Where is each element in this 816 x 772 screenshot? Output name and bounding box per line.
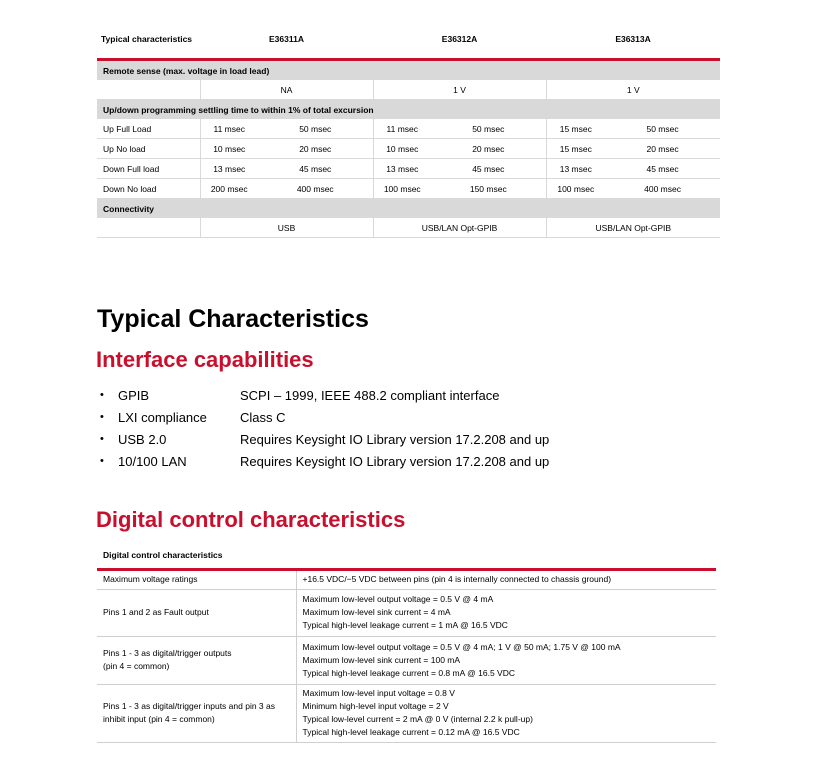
cell: 50 msec [431,119,546,139]
label-line: Pins 1 and 2 as Fault output [103,607,209,617]
table-row [97,589,716,636]
cell: 200 msec [200,179,258,199]
cell: 20 msec [431,139,546,159]
value-line: +16.5 VDC/−5 VDC between pins (pin 4 is internally connected to chassis ground) [302,574,612,585]
section-settling [97,100,720,120]
table-row [97,119,720,139]
cell: 45 msec [605,159,720,179]
item-name: 10/100 LAN [118,453,187,469]
item-description: Class C [240,409,286,425]
cell: 13 msec [373,159,431,179]
bullet-icon: • [100,389,104,401]
cell: 45 msec [431,159,546,179]
value-line: Maximum low-level sink current = 4 mA [302,607,451,617]
cell: 50 msec [258,119,373,139]
cell: 13 msec [200,159,258,179]
cell: 100 msec [546,179,605,199]
cell: USB [200,218,373,238]
table-row [97,159,720,179]
spec-table [97,19,720,238]
label-line: inhibit input (pin 4 = common) [103,714,215,724]
table-row [97,218,720,238]
section-connectivity [97,199,720,219]
row-label: Down No load [97,179,200,199]
value-line: Maximum low-level sink current = 100 mA [302,654,461,665]
item-description: Requires Keysight IO Library version 17.2.208 and up [240,453,550,469]
cell: 20 msec [605,139,720,159]
item-description: Requires Keysight IO Library version 17.2.208 and up [240,431,550,447]
row-value [296,684,716,742]
typical-characteristics-heading: Typical Characteristics [97,305,369,333]
cell: 20 msec [258,139,373,159]
list-item [100,406,549,428]
row-label [97,218,200,238]
cell: USB/LAN Opt-GPIB [546,218,720,238]
row-value [296,589,716,636]
table-row [97,179,720,199]
table-row [97,139,720,159]
value-line: Maximum low-level input voltage = 0.8 V [302,688,455,698]
row-label: Up No load [97,139,200,159]
value-line: Maximum low-level output voltage = 0.5 V @ 4 mA [302,594,494,604]
cell: 400 msec [605,179,720,199]
table-row [97,80,720,100]
row-label [97,684,296,742]
row-value [296,636,716,684]
model-e36313a: E36313A [546,19,720,60]
value-line: Minimum high-level input voltage = 2 V [302,701,449,711]
bullet-icon: • [100,433,104,445]
table-row [97,571,716,589]
row-label [97,571,296,589]
list-item [100,450,549,472]
value-line: Typical low-level current = 2 mA @ 0 V (internal 2.2 k pull-up) [302,714,533,724]
row-label [97,636,296,684]
cell: 13 msec [546,159,605,179]
label-line: Pins 1 - 3 as digital/trigger inputs and pin 3 as [103,701,275,711]
cell: 1 V [546,80,720,100]
spec-header-row [97,19,720,60]
row-value [296,571,716,589]
item-description: SCPI – 1999, IEEE 488.2 compliant interface [240,387,500,403]
interface-capabilities-heading: Interface capabilities [96,347,314,372]
cell: 10 msec [200,139,258,159]
cell: 50 msec [605,119,720,139]
cell: 15 msec [546,139,605,159]
item-name: USB 2.0 [118,431,167,447]
item-name: LXI compliance [118,409,207,425]
label-line: (pin 4 = common) [103,661,170,671]
list-item [100,384,549,406]
section-title: Up/down programming settling time to within 1% of total excursion [97,100,720,120]
cell: 100 msec [373,179,431,199]
row-label [97,80,200,100]
list-item [100,428,549,450]
bullet-icon: • [100,411,104,423]
cell: 150 msec [431,179,546,199]
row-label: Up Full Load [97,119,200,139]
value-line: Typical high-level leakage current = 0.8 mA @ 16.5 VDC [302,667,515,678]
spec-header-label: Typical characteristics [97,19,200,60]
value-line: Typical high-level leakage current = 0.12 mA @ 16.5 VDC [302,727,520,737]
digital-control-heading: Digital control characteristics [96,507,406,532]
model-e36312a: E36312A [373,19,546,60]
value-line: Typical high-level leakage current = 1 mA @ 16.5 VDC [302,620,508,630]
section-title: Remote sense (max. voltage in load lead) [97,61,720,80]
table-row [97,684,716,742]
bullet-icon: • [100,455,104,467]
section-title: Connectivity [97,199,720,219]
cell: 400 msec [258,179,373,199]
label-line: Pins 1 - 3 as digital/trigger outputs [103,648,232,658]
cell: 11 msec [373,119,431,139]
label-line: Maximum voltage ratings [103,574,198,585]
cell: USB/LAN Opt-GPIB [373,218,546,238]
cell: 10 msec [373,139,431,159]
model-e36311a: E36311A [200,19,373,60]
interface-list [100,384,549,472]
row-label [97,589,296,636]
item-name: GPIB [118,387,150,403]
cell: NA [200,80,373,100]
cell: 11 msec [200,119,258,139]
digital-control-table [97,571,716,743]
cell: 45 msec [258,159,373,179]
table-row [97,636,716,684]
digital-table-title: Digital control characteristics [103,550,223,560]
row-label: Down Full load [97,159,200,179]
section-remote-sense [97,61,720,80]
value-line: Maximum low-level output voltage = 0.5 V @ 4 mA; 1 V @ 50 mA; 1.75 V @ 100 mA [302,641,621,652]
cell: 15 msec [546,119,605,139]
cell: 1 V [373,80,546,100]
